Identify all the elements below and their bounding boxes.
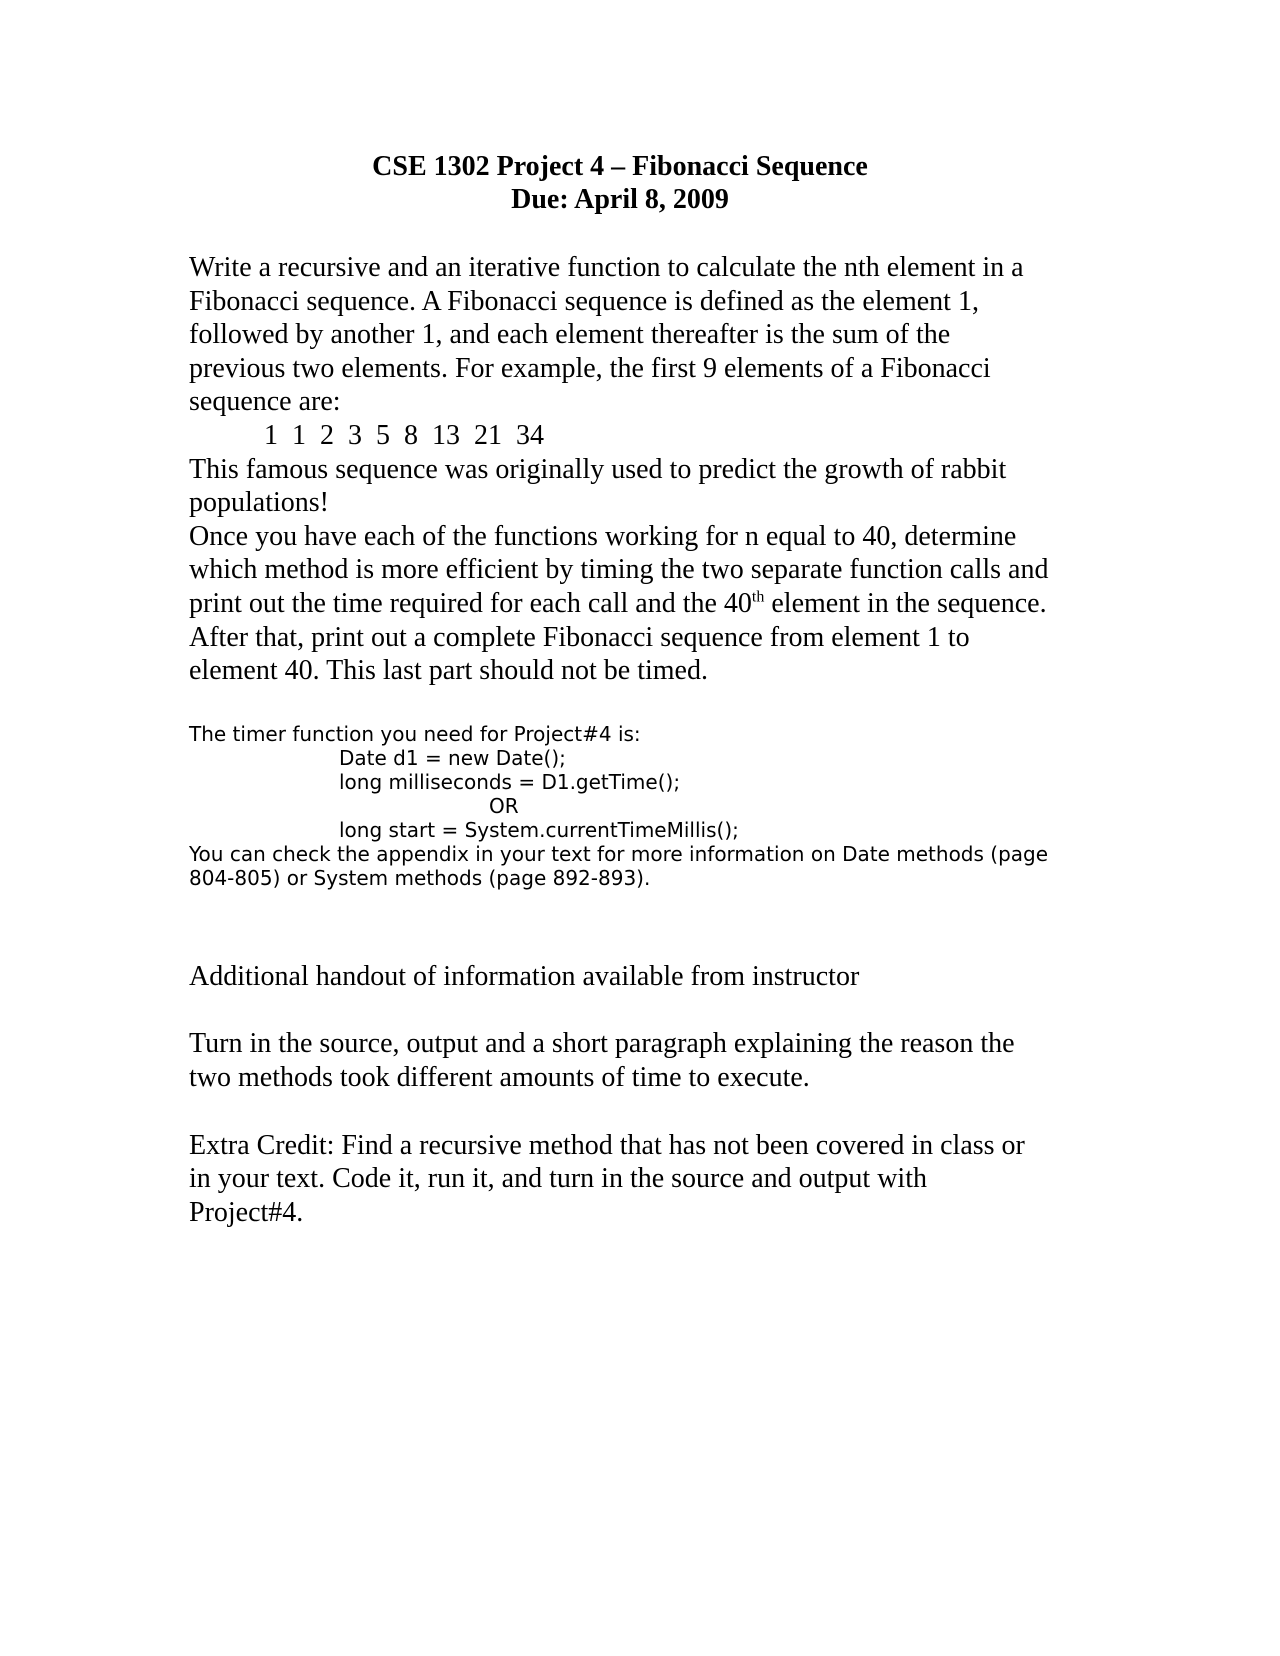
body-text-segment: element in the sequence. xyxy=(764,587,1047,619)
intro-paragraph xyxy=(189,251,1089,688)
timer-note: You can check the appendix in your text for more information on Date methods (page xyxy=(189,841,1049,866)
intro-line: Fibonacci sequence. A Fibonacci sequence is defined as the element 1, xyxy=(189,285,979,317)
body-line: Once you have each of the functions working for n equal to 40, determine xyxy=(189,520,1017,552)
body-line: Turn in the source, output and a short paragraph explaining the reason the xyxy=(189,1028,1015,1060)
body-line: two methods took different amounts of time to execute. xyxy=(189,1061,810,1093)
sequence-number: 8 xyxy=(404,419,418,451)
document-page xyxy=(189,150,1089,1229)
sequence-number: 1 xyxy=(264,419,278,451)
turn-in-paragraph xyxy=(189,1027,1089,1094)
fibonacci-sequence xyxy=(189,419,1089,453)
document-title: CSE 1302 Project 4 – Fibonacci Sequence xyxy=(372,151,868,182)
body-text-segment: print out the time required for each call and the 40 xyxy=(189,587,752,619)
sequence-number: 3 xyxy=(348,419,362,451)
body-line: which method is more efficient by timing the two separate function calls and xyxy=(189,554,1049,586)
code-line: long milliseconds = D1.getTime(); xyxy=(339,769,681,794)
sequence-number: 34 xyxy=(516,419,544,451)
code-line: long start = System.currentTimeMillis(); xyxy=(339,817,739,842)
timer-section xyxy=(189,722,1089,890)
due-date: Due: April 8, 2009 xyxy=(511,184,729,215)
intro-line: Write a recursive and an iterative function to calculate the nth element in a xyxy=(189,252,1024,283)
intro-line: sequence are: xyxy=(189,386,341,418)
body-line: After that, print out a complete Fibonacci sequence from element 1 to xyxy=(189,621,970,653)
or-label: OR xyxy=(489,793,519,818)
ordinal-superscript: th xyxy=(751,588,765,606)
body-line: populations! xyxy=(189,487,329,519)
intro-line: followed by another 1, and each element thereafter is the sum of the xyxy=(189,319,951,351)
sequence-number: 1 xyxy=(292,419,306,451)
timer-note: 804-805) or System methods (page 892-893). xyxy=(189,865,651,890)
intro-line: previous two elements. For example, the first 9 elements of a Fibonacci xyxy=(189,352,991,384)
body-line: in your text. Code it, run it, and turn in the source and output with xyxy=(189,1163,927,1195)
sequence-number: 21 xyxy=(474,419,502,451)
body-line: element 40. This last part should not be timed. xyxy=(189,655,708,687)
title-block xyxy=(170,150,1070,216)
extra-credit-paragraph xyxy=(189,1129,1089,1230)
sequence-number: 2 xyxy=(320,419,334,451)
body-line: This famous sequence was originally used to predict the growth of rabbit xyxy=(189,453,1007,485)
timer-intro: The timer function you need for Project#4 is: xyxy=(189,721,641,746)
handout-note: Additional handout of information available from instructor xyxy=(189,960,860,992)
code-line: Date d1 = new Date(); xyxy=(339,745,566,770)
sequence-number: 5 xyxy=(376,419,390,451)
body-line: Extra Credit: Find a recursive method that has not been covered in class or xyxy=(189,1129,1025,1161)
body-line: Project#4. xyxy=(189,1196,304,1228)
sequence-number: 13 xyxy=(432,419,460,451)
body-line-with-superscript xyxy=(189,587,1089,621)
